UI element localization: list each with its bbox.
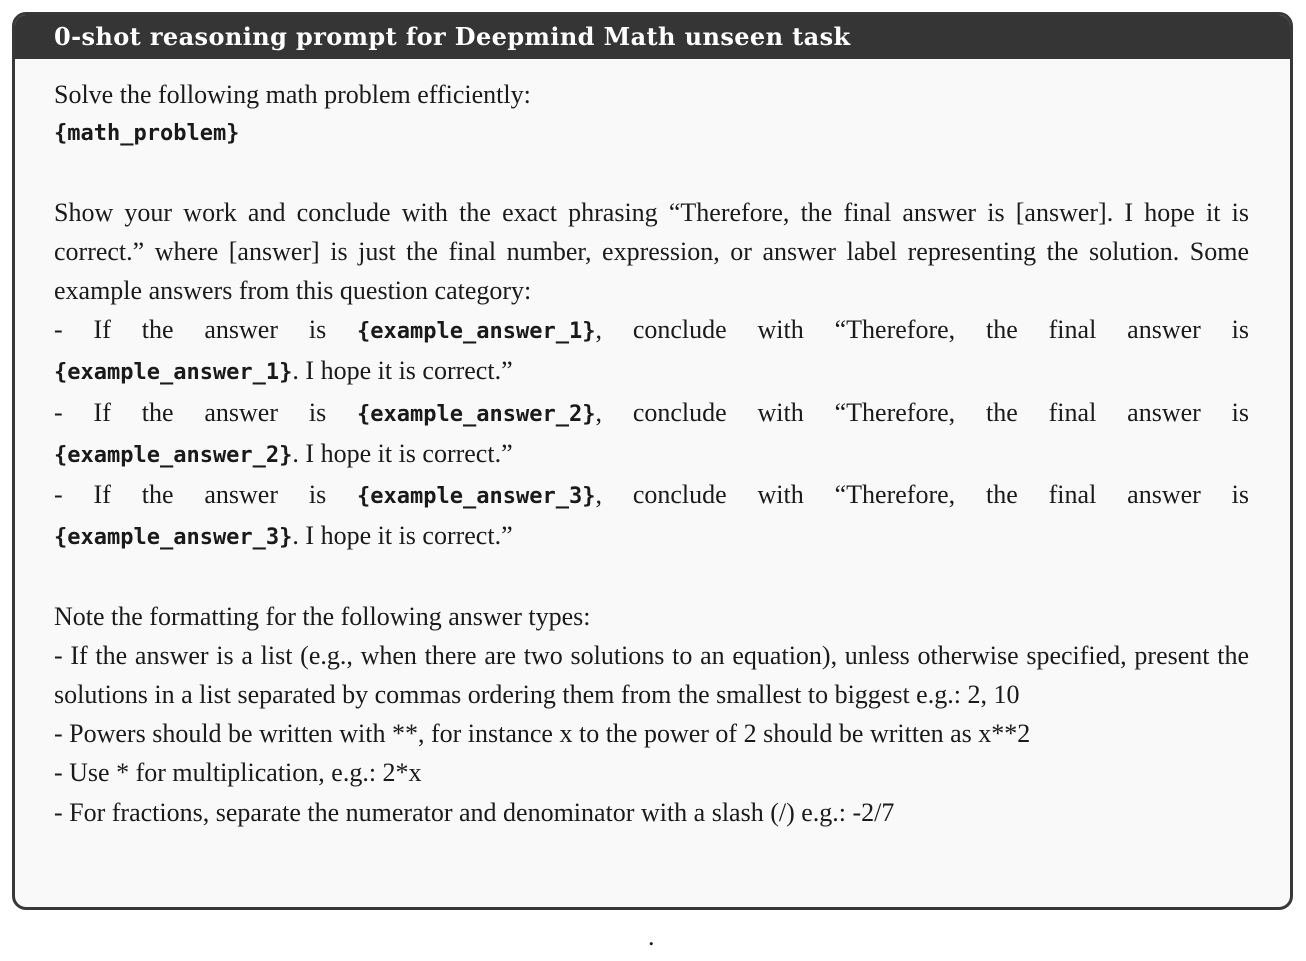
example-word: answer — [204, 315, 278, 345]
example-line — [54, 393, 1249, 434]
format-heading: Note the formatting for the following answer types: — [54, 601, 591, 631]
format-rule-powers: - Powers should be written with **, for instance x to the power of 2 should be written as x**2 — [54, 719, 1031, 749]
example-word: final — [1048, 315, 1097, 345]
prompt-box-body — [15, 59, 1290, 832]
page-mark: . — [648, 922, 655, 951]
example-word: “Therefore, — [834, 397, 956, 427]
example-line — [54, 475, 1249, 516]
example-word: “Therefore, — [834, 315, 956, 345]
example-item-1 — [54, 310, 1249, 392]
spacer — [54, 153, 1249, 192]
example-word: is — [308, 397, 327, 427]
example-word: If — [93, 397, 111, 427]
example-answer-placeholder: {example_answer_2} — [357, 401, 596, 427]
example-word: with — [757, 480, 804, 510]
example-word: is — [308, 315, 327, 345]
example-word: - — [54, 315, 63, 345]
example-word: If — [93, 480, 111, 510]
example-word: answer — [1127, 480, 1201, 510]
example-word: with — [757, 397, 804, 427]
instructions-text: Show your work and conclude with the exact phrasing “Therefore, the final answer is [answer]. I hope it is correct.” where [answer] is just the final number, expression, or answer label representing the solution. Some example answers from this question category: — [54, 197, 1249, 305]
prompt-box — [12, 12, 1293, 910]
example-word: final — [1048, 480, 1097, 510]
prompt-box-title: 0-shot reasoning prompt for Deepmind Math unseen task — [15, 15, 1290, 59]
example-word: conclude — [632, 480, 727, 510]
example-answer-placeholder: {example_answer_3} — [357, 484, 596, 510]
example-word: final — [1048, 397, 1097, 427]
example-code-first: {example_answer_2}, — [357, 397, 602, 427]
example-code-first: {example_answer_1}, — [357, 315, 602, 345]
example-word: answer — [1127, 397, 1201, 427]
example-word: is — [1231, 397, 1249, 427]
example-word: the — [986, 480, 1018, 510]
math-problem-placeholder: {math_problem} — [54, 121, 240, 147]
example-word: answer — [204, 397, 278, 427]
example-word: with — [757, 315, 804, 345]
example-suffix: . I hope it is correct.” — [292, 356, 513, 386]
example-item-2 — [54, 393, 1249, 475]
example-word: the — [986, 397, 1018, 427]
example-word: the — [141, 315, 174, 345]
example-word: is — [308, 480, 327, 510]
example-line-2 — [54, 516, 1249, 557]
example-suffix: . I hope it is correct.” — [292, 438, 513, 468]
example-word: “Therefore, — [834, 480, 956, 510]
example-word: the — [141, 397, 174, 427]
example-word: If — [93, 315, 111, 345]
example-word: is — [1231, 480, 1249, 510]
example-word: the — [141, 480, 174, 510]
intro-text: Solve the following math problem efficiently: — [54, 80, 531, 109]
example-line-2 — [54, 351, 1249, 392]
example-answer-placeholder: {example_answer_1} — [357, 319, 596, 345]
example-word: answer — [1127, 315, 1201, 345]
example-word: answer — [204, 480, 278, 510]
example-answer-placeholder: {example_answer_3} — [54, 525, 293, 551]
example-line-2 — [54, 434, 1249, 475]
example-word: - — [54, 397, 63, 427]
example-word: the — [986, 315, 1018, 345]
example-word: is — [1231, 315, 1249, 345]
format-rule-list: - If the answer is a list (e.g., when there are two solutions to an equation), unless otherwise specified, present the solutions in a list separated by commas ordering them from the smallest to biggest e.g.: 2, 10 — [54, 640, 1249, 710]
spacer — [54, 557, 1249, 596]
example-answer-placeholder: {example_answer_2} — [54, 442, 293, 468]
example-word: - — [54, 480, 63, 510]
example-word: conclude — [632, 315, 727, 345]
example-suffix: . I hope it is correct.” — [292, 521, 513, 551]
example-word: conclude — [632, 397, 727, 427]
example-line — [54, 310, 1249, 351]
format-rule-fractions: - For fractions, separate the numerator and denominator with a slash (/) e.g.: -2/7 — [54, 797, 895, 827]
example-item-3 — [54, 475, 1249, 557]
format-rule-multiplication: - Use * for multiplication, e.g.: 2*x — [54, 758, 422, 788]
example-code-first: {example_answer_3}, — [357, 480, 602, 510]
example-answer-placeholder: {example_answer_1} — [54, 360, 293, 386]
